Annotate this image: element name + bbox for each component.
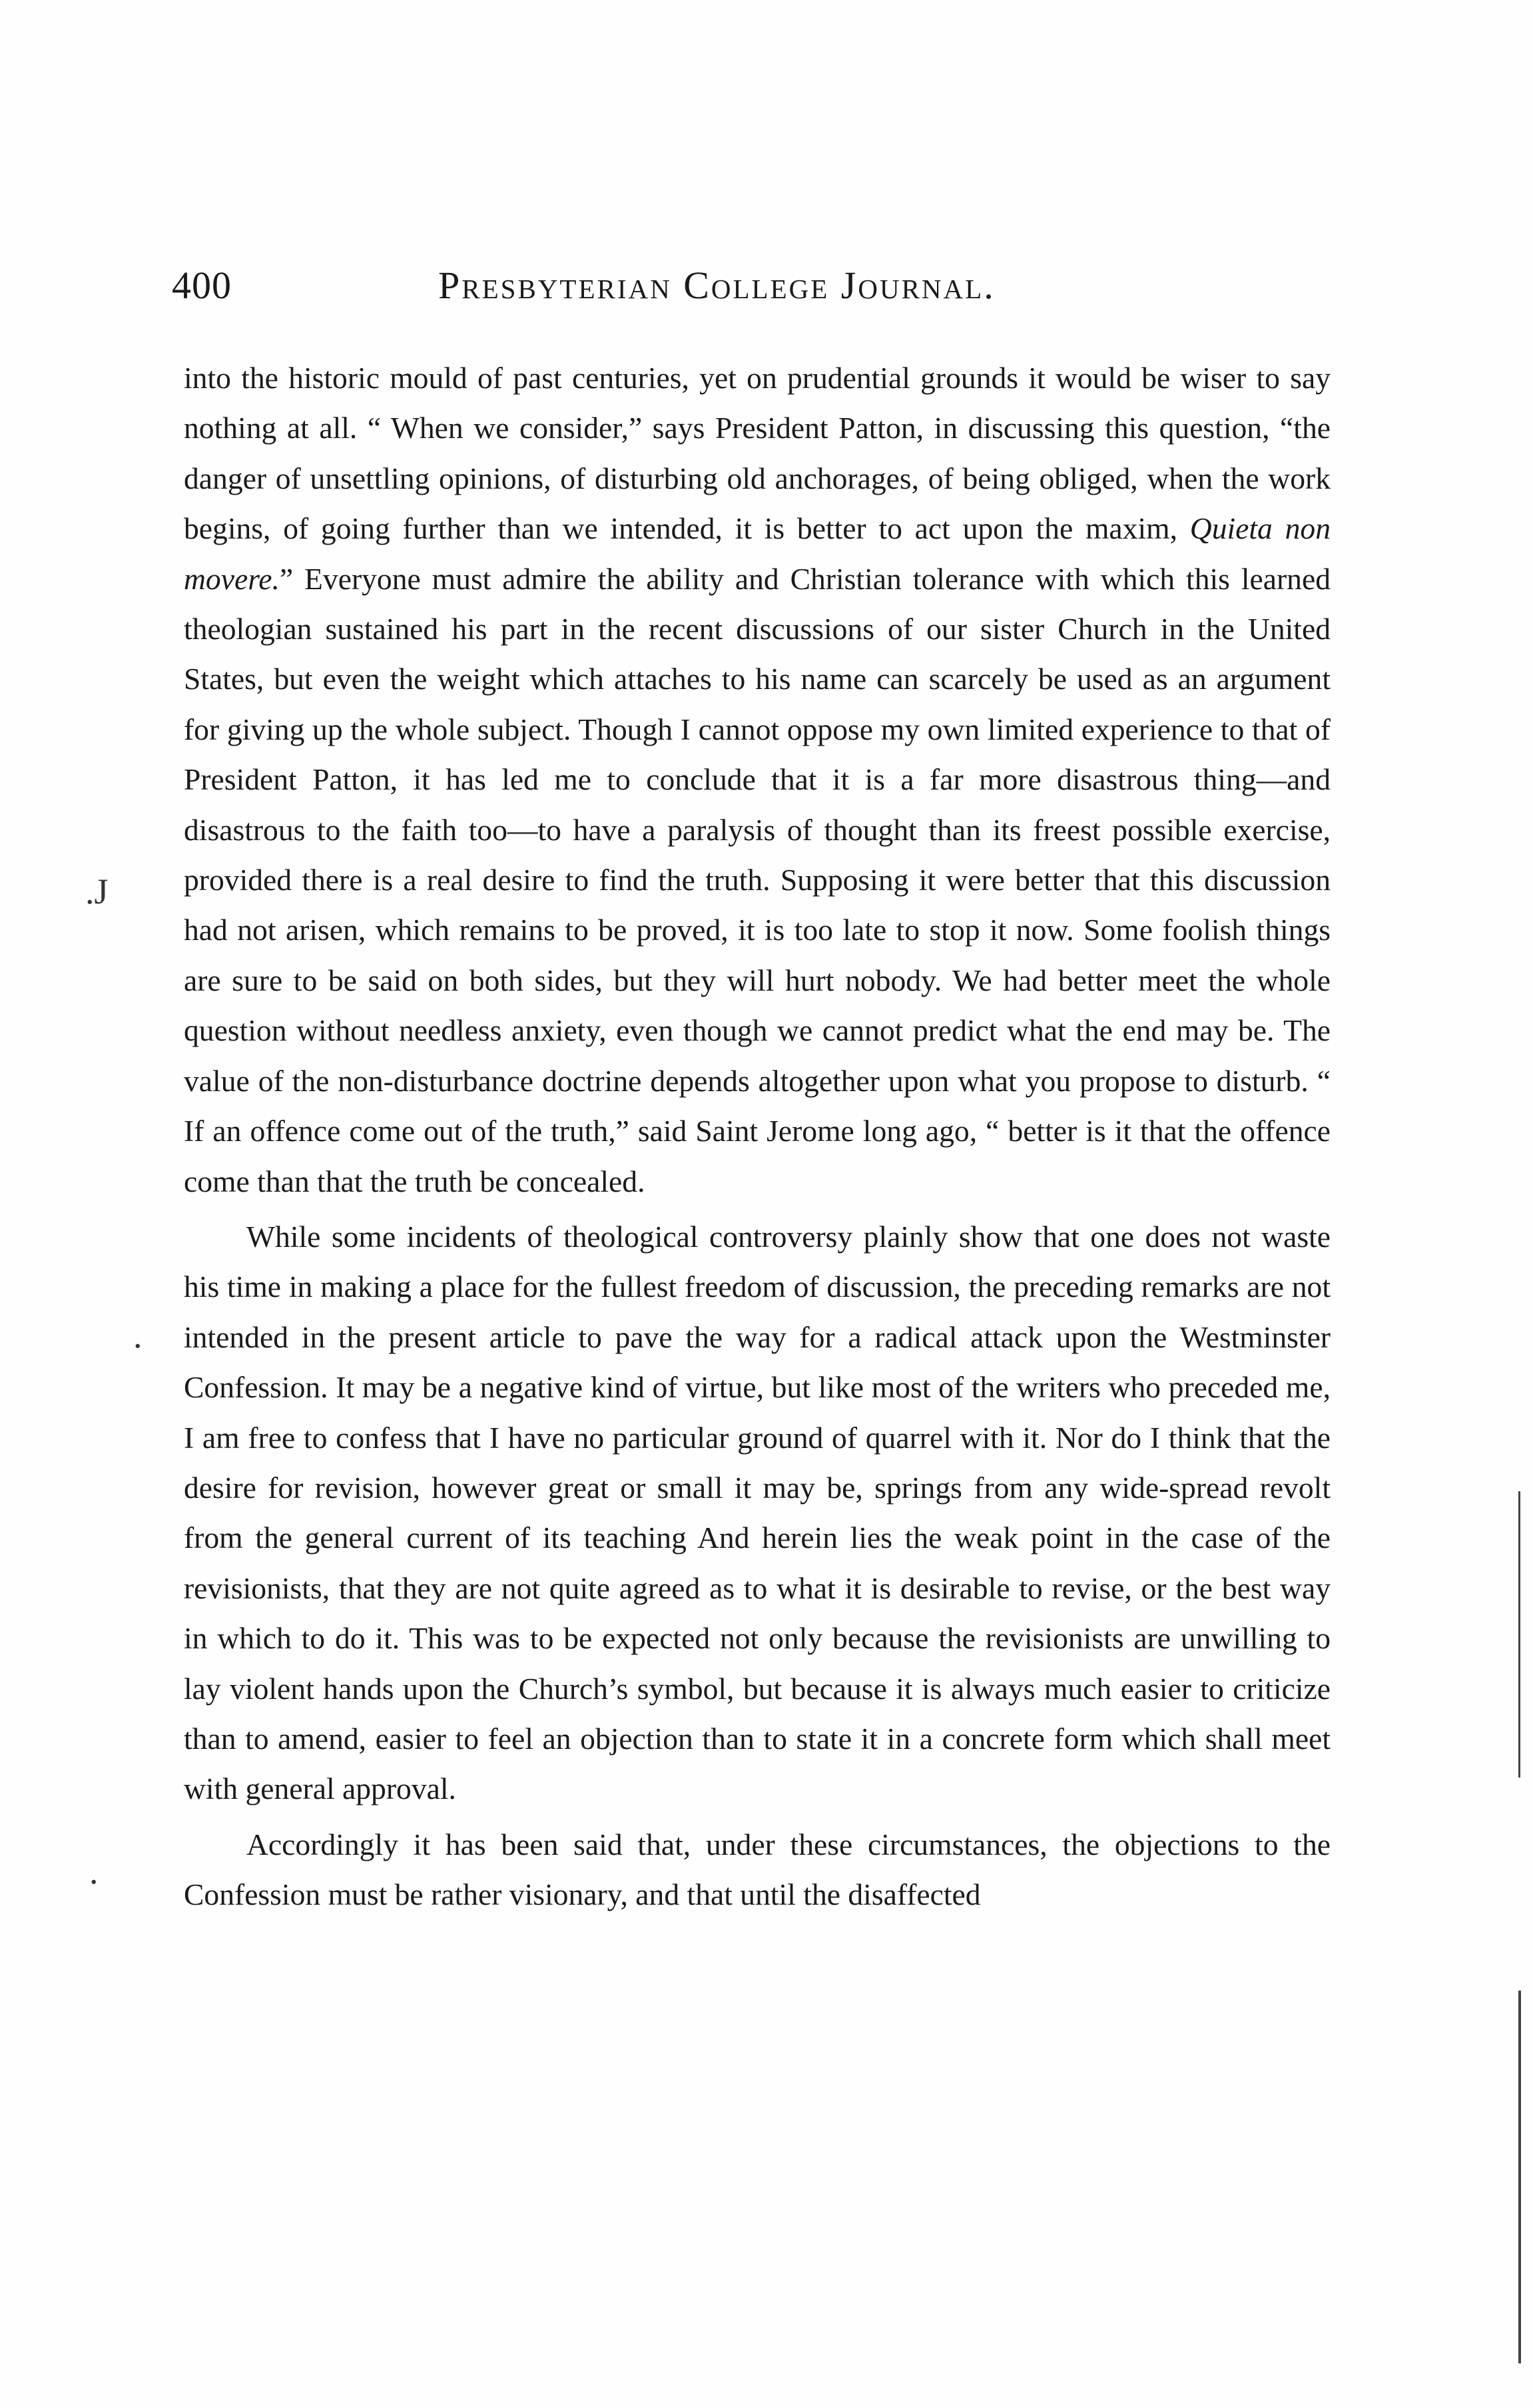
page-number: 400 xyxy=(172,264,232,307)
paragraph-3: Accordingly it has been said that, under these circumstances, the objections to the Confession must be rather visionary, and that until the disaffected xyxy=(184,1827,1331,1912)
paragraph-1 xyxy=(184,353,1331,1206)
paragraph-2: While some incidents of theological controversy plainly show that one does not waste his time in making a place for the fullest freedom of discussion, the preceding remarks are not intended in the present article to pave the way for a radical attack upon the Westminster Confession. It may be a negative kind of virtue, but like most of the writers who preceded me, I am free to confess that I have no particular ground of quarrel with it. Nor do I think that the desire for revision, however great or small it may be, springs from any wide-spread revolt from the general current of its teaching And herein lies the weak point in the case of the revisionists, that they are not quite agreed as to what it is desirable to revise, or the best way in which to do it. This was to be expected not only because the revisionists are unwilling to lay violent hands upon the Church’s symbol, but because it is always much easier to criticize than to amend, easier to feel an objection than to state it in a concrete form which shall meet with general approval. xyxy=(184,1219,1331,1806)
body-text xyxy=(184,353,1331,1920)
running-head: Presbyterian College Journal. xyxy=(438,264,996,307)
latin-maxim: Quieta non movere. xyxy=(184,511,1331,596)
paragraph-1-text-b: ” Everyone must admire the ability and Christian tolerance with which this learned theologian sustained his part in the recent discussions of our sister Church in the United States, but even the weight which attaches to his name can scarcely be used as an argument for giving up the whole subject. Though I cannot oppose my own limited experience to that of President Patton, it has led me to conclude that it is a far more disastrous thing—and disastrous to the faith too—to have a paralysis of thought than its freest possible exercise, provided there is a real desire to find the truth. Supposing it were better that this discussion had not arisen, which remains to be proved, it is too late to stop it now. Some foolish things are sure to be said on both sides, but they will hurt nobody. We had better meet the whole question without needless anxiety, even though we cannot predict what the end may be. The value of the non-disturbance doctrine depends altogether upon what you propose to disturb. “ If an offence come out of the truth,” said Saint Jerome long ago, “ better is it that the offence come than that the truth be concealed. xyxy=(184,561,1331,1198)
margin-mark-j: .J xyxy=(85,871,109,911)
margin-dot-2: . xyxy=(89,1851,99,1891)
margin-dot-1: . xyxy=(133,1316,143,1355)
page-edge-shadow-2 xyxy=(1518,1991,1521,2363)
page-edge-shadow-1 xyxy=(1518,1491,1520,1778)
page-header xyxy=(172,263,1334,323)
paragraph-1-text-a: into the historic mould of past centuries, yet on prudential grounds it would be wiser to say nothing at all. “ When we consider,” says President Patton, in discussing this question, “the danger of unsettling opinions, of disturbing old anchorages, of being obliged, when the work begins, of going further than we intended, it is better to act upon the maxim, xyxy=(184,361,1331,546)
